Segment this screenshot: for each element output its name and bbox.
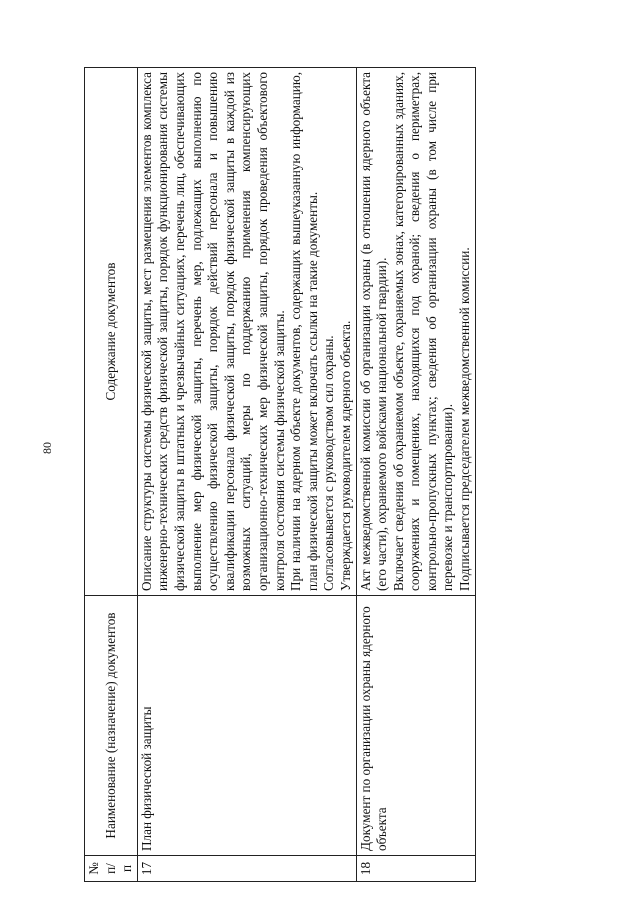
row-name: Документ по организации охраны ядерного объекта	[356, 596, 475, 856]
content-paragraph: Включает сведения об охраняемом объекте, охраняемых зонах, категорированных зданиях, сооружениях и помещениях, находящихся под охраной; сведения о периметрах, контрольно-пропускных пунктах; сведения об организации охраны (в том числе при перевозке и транспортировании).	[390, 72, 456, 591]
table-row	[137, 68, 356, 882]
row-content	[137, 68, 356, 596]
row-number: 17	[137, 856, 356, 882]
content-paragraph: Подписывается председателем межведомственной комиссии.	[457, 247, 473, 591]
header-name: Наименование (назначение) документов	[85, 596, 138, 856]
header-num: № п/п	[85, 856, 138, 882]
content-paragraph: При наличии на ядерном объекте документов, содержащих вышеуказанную информацию, план физической защиты может включать ссылки на такие документы.	[288, 72, 320, 591]
table-row	[356, 68, 475, 882]
documents-table	[84, 67, 476, 882]
table-header-row	[85, 68, 138, 882]
row-content	[356, 68, 475, 596]
row-name: План физической защиты	[137, 596, 356, 856]
rotated-sheet	[84, 68, 538, 882]
content-paragraph: Описание структуры системы физической защиты, мест размещения элементов комплекса инженерно-технических средств физической защиты, порядок функционирования системы физической защиты в штатных и чрезвычайных ситуациях, перечень лиц, обеспечивающих выполнение мер физической защиты, перечень мер, подлежащих выполнению по осуществлению физической защиты, порядок действий персонала и повышению квалификации персонала физической защиты, порядок физической защиты в каждой из возможных ситуаций, меры по поддержанию применения компенсирующих организационно-технических мер физической защиты, порядок проведения объектового контроля состояния системы физической защиты.	[138, 72, 287, 591]
page-number: 80	[40, 442, 54, 454]
content-paragraph: Утверждается руководителем ядерного объекта.	[337, 320, 353, 591]
content-paragraph: Акт межведомственной комиссии об организации охраны (в отношении ядерного объекта (его части), охраняемого войсками национальной гвардии).	[357, 72, 390, 591]
content-paragraph: Согласовывается с руководством сил охраны.	[321, 335, 337, 591]
row-number: 18	[356, 856, 475, 882]
header-content: Содержание документов	[85, 68, 138, 596]
